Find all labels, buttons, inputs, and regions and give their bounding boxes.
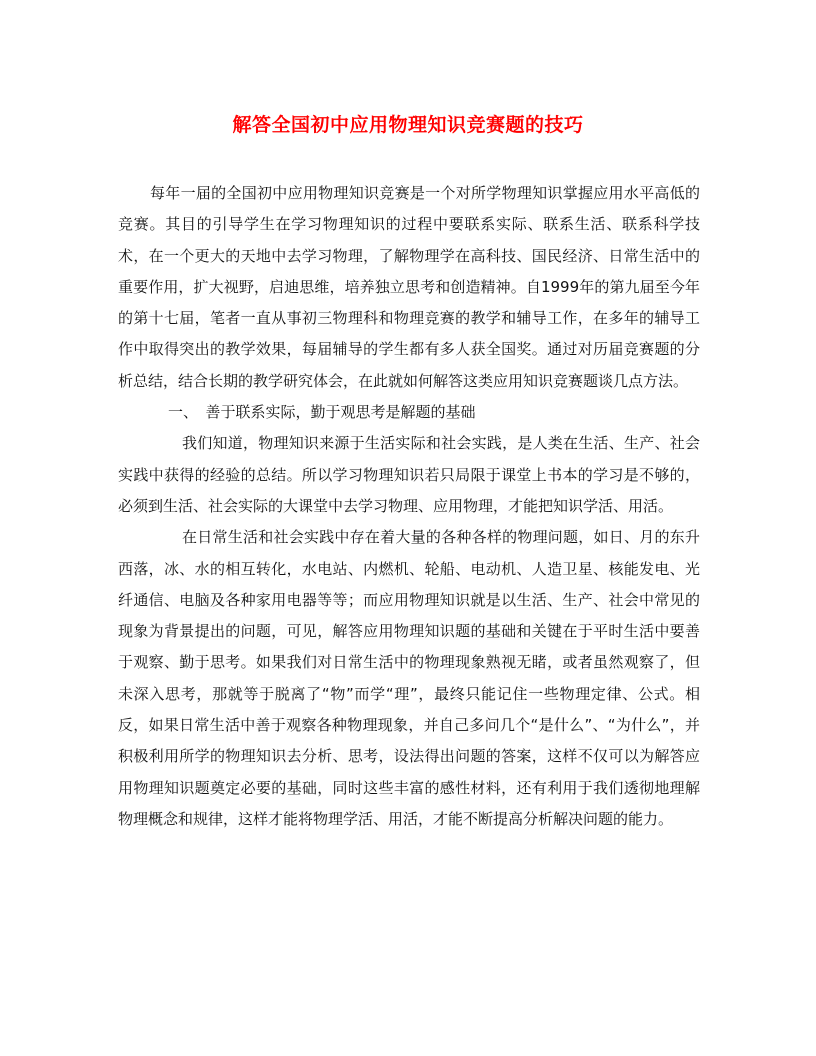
paragraph-intro: 每年一届的全国初中应用物理知识竞赛是一个对所学物理知识掌握应用水平高低的竞赛。其目的引导学生在学习物理知识的过程中要联系实际、联系生活、联系科学技术，在一个更大的天地中去学习物理，了解物理学在高科技、国民经济、日常生活中的重要作用，扩大视野，启迪思维，培养独立思考和创造精神。自1999年的第九届至今年的第十七届，笔者一直从事初三物理科和物理竞赛的教学和辅导工作，在多年的辅导工作中取得突出的教学效果，每届辅导的学生都有多人获全国奖。通过对历届竞赛题的分析总结，结合长期的教学研究体会，在此就如何解答这类应用知识竞赛题谈几点方法。 <box>118 184 700 390</box>
document-body <box>118 178 700 835</box>
document-title: 解答全国初中应用物理知识竞赛题的技巧 <box>232 114 584 136</box>
section-heading-1: 一、 善于联系实际，勤于观思考是解题的基础 <box>168 403 476 422</box>
paragraph-daily-life: 在日常生活和社会实践中存在着大量的各种各样的物理问题，如日、月的东升西落，冰、水的相互转化，水电站、内燃机、轮船、电动机、人造卫星、核能发电、光纤通信、电脑及各种家用电器等等；而应用物理知识就是以生活、生产、社会中常见的现象为背景提出的问题，可见，解答应用物理知识题的基础和关键在于平时生活中要善于观察、勤于思考。如果我们对日常生活中的物理现象熟视无睹，或者虽然观察了，但未深入思考，那就等于脱离了“物”而学“理”，最终只能记住一些物理定律、公式。相反，如果日常生活中善于观察各种物理现象，并自己多问几个“是什么”、“为什么”，并积极利用所学的物理知识去分析、思考，设法得出问题的答案，这样不仅可以为解答应用物理知识题奠定必要的基础，同时这些丰富的感性材料，还有利用于我们透彻地理解物理概念和规律，这样才能将物理学活、用活，才能不断提高分析解决问题的能力。 <box>118 528 700 828</box>
paragraph-knowledge-source: 我们知道，物理知识来源于生活实际和社会实践，是人类在生活、生产、社会实践中获得的经验的总结。所以学习物理知识若只局限于课堂上书本的学习是不够的，必须到生活、社会实际的大课堂中去学习物理、应用物理，才能把知识学活、用活。 <box>118 434 700 515</box>
